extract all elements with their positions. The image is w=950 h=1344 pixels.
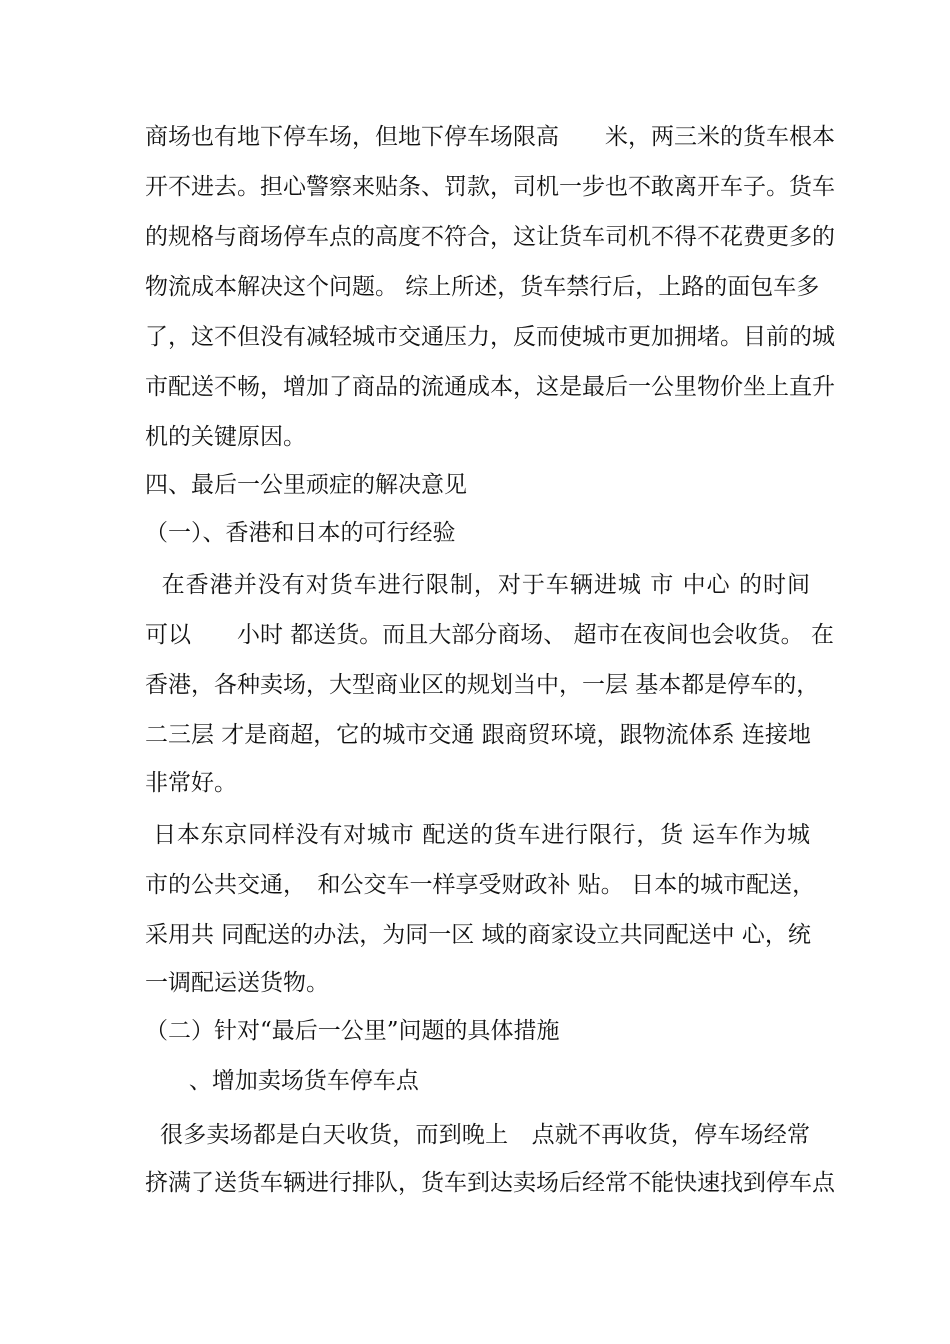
text-line: 物流成本解决这个问题。 综上所述，货车禁行后，上路的面包车多 xyxy=(145,274,820,300)
text-line: 一调配运送货物。 xyxy=(145,970,329,996)
subsection-heading: （一）、香港和日本的可行经验 xyxy=(145,520,456,546)
text-line: 日本东京同样没有对城市 配送的货车进行限行，货 运车作为城 xyxy=(145,822,810,848)
text-line: 市的公共交通， 和公交车一样享受财政补 贴。 日本的城市配送， xyxy=(145,872,816,898)
text-line: 二三层 才是商超，它的城市交通 跟商贸环境，跟物流体系 连接地 xyxy=(145,722,811,748)
section-heading: 四、最后一公里顽症的解决意见 xyxy=(145,472,467,498)
text-line: 非常好。 xyxy=(145,770,237,796)
text-line: 开不进去。担心警察来贴条、罚款，司机一步也不敢离开车子。货车 xyxy=(145,174,835,200)
text-line: 很多卖场都是白天收货，而到晚上 点就不再收货，停车场经常 xyxy=(145,1122,810,1148)
text-line: 挤满了送货车辆进行排队，货车到达卖场后经常不能快速找到停车点 xyxy=(145,1170,835,1196)
item-heading: 、增加卖场货车停车点 xyxy=(145,1068,419,1094)
text-line: 了，这不但没有减轻城市交通压力，反而使城市更加拥堵。目前的城 xyxy=(145,324,835,350)
text-line: 在香港并没有对货车进行限制，对于车辆进城 市 中心 的时间 xyxy=(145,572,810,598)
subsection-heading: （二）针对“最后一公里”问题的具体措施 xyxy=(145,1018,560,1044)
text-line: 的规格与商场停车点的高度不符合，这让货车司机不得不花费更多的 xyxy=(145,224,835,250)
text-line: 采用共 同配送的办法，为同一区 域的商家设立共同配送中 心，统 xyxy=(145,922,811,948)
text-line: 市配送不畅，增加了商品的流通成本，这是最后一公里物价坐上直升 xyxy=(145,374,835,400)
text-line: 商场也有地下停车场，但地下停车场限高 米，两三米的货车根本 xyxy=(145,124,835,150)
text-line: 可以 小时 都送货。而且大部分商场、 超市在夜间也会收货。 在 xyxy=(145,622,834,648)
text-line: 香港，各种卖场，大型商业区的规划当中，一层 基本都是停车的， xyxy=(145,672,820,698)
text-line: 机的关键原因。 xyxy=(145,424,306,450)
